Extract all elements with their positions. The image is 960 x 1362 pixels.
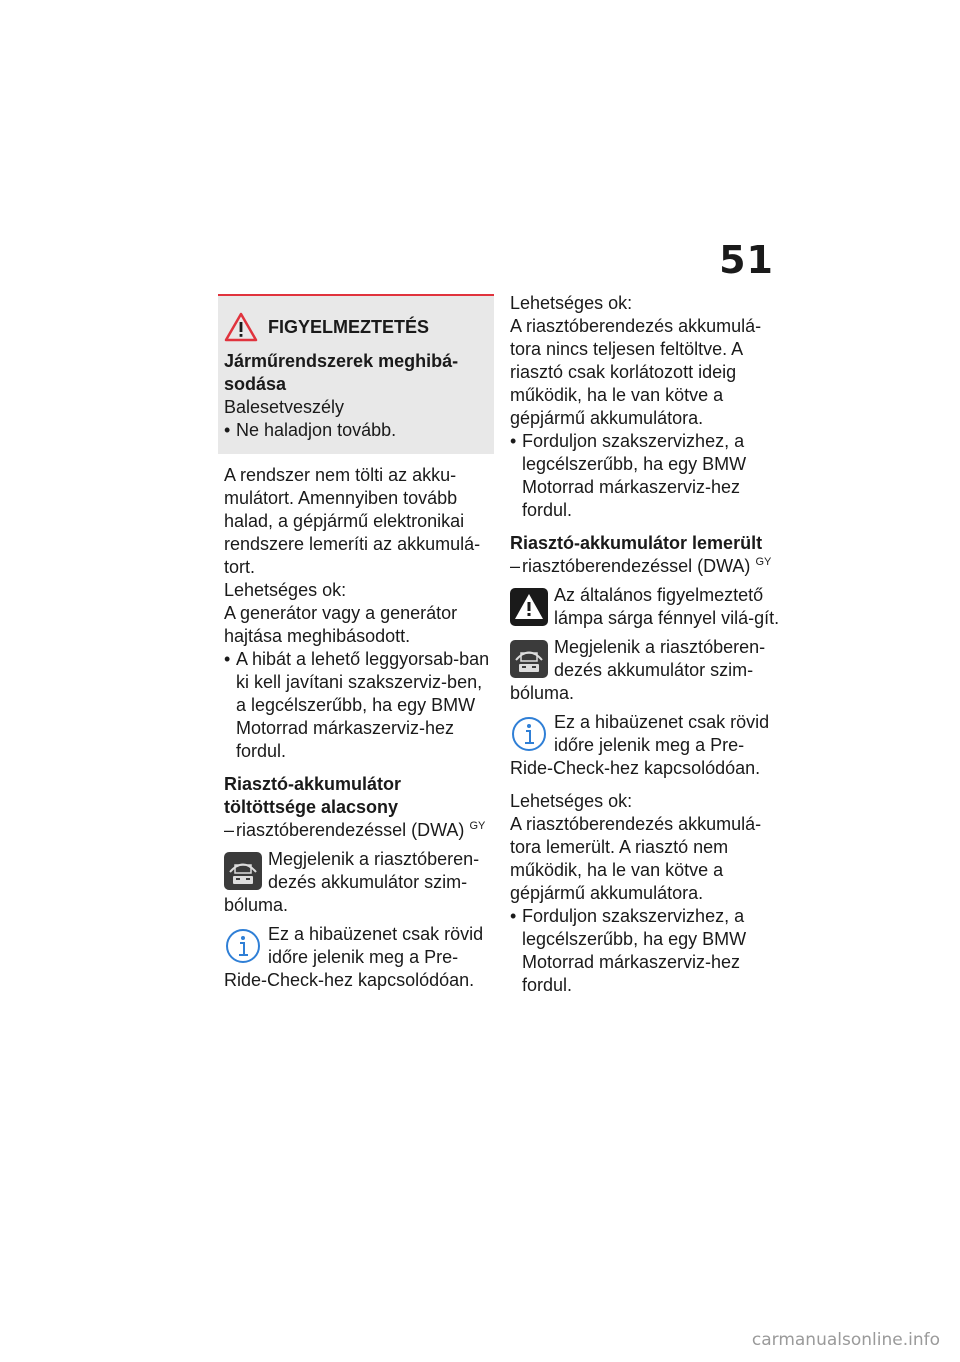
warning-risk: Balesetveszély — [224, 397, 345, 417]
cause-label: Lehetséges ok: — [510, 791, 633, 811]
warning-heading: Járműrendszerek meghibá-sodása — [224, 351, 459, 394]
cause-label: Lehetséges ok: — [224, 580, 347, 600]
symbol-text: Megjelenik a riasztóberen-dezés akkumulátor szim-bóluma. — [510, 637, 766, 703]
warn-text: Az általános figyelmeztető lámpa sárga fénnyel vilá-gít. — [554, 585, 780, 628]
info-text: Ez a hibaüzenet csak rövid időre jelenik meg a Pre-Ride-Check-hez kapcsolódóan. — [510, 712, 770, 778]
right-column — [510, 292, 780, 997]
info-paragraph — [510, 711, 780, 780]
page-number: 51 — [719, 238, 774, 282]
section-title: Riasztó-akkumulátor lemerült — [510, 533, 763, 553]
dash-sup: GY — [469, 820, 486, 832]
warning-box — [218, 294, 494, 454]
info-icon — [510, 715, 548, 753]
cause-bullet: • Forduljon szakszervizhez, a legcélszerűbb, ha egy BMW Motorrad márkaszerviz-hez fordul. — [510, 430, 780, 522]
dash-text: riasztóberendezéssel (DWA) — [236, 820, 465, 840]
symbol-paragraph — [510, 636, 780, 705]
cause-text: A riasztóberendezés akkumulá-tora nincs teljesen feltöltve. A riasztó csak korlátozott ideig működik, ha le van kötve a gépjármű akkumulátora. — [510, 316, 762, 428]
dash-sup: GY — [755, 556, 772, 568]
general-warning-icon — [510, 588, 548, 626]
cause-text: A generátor vagy a generátor hajtása meghibásodott. — [224, 603, 458, 646]
paragraph: A rendszer nem tölti az akku-mulátort. Amennyiben tovább halad, a gépjármű elektronikai rendszere lemeríti az akkumulá-tort. — [224, 465, 481, 577]
left-column — [224, 294, 494, 992]
warning-action: • Ne haladjon tovább. — [224, 419, 488, 442]
info-icon — [224, 927, 262, 965]
dash-text: riasztóberendezéssel (DWA) — [522, 556, 751, 576]
symbol-paragraph — [224, 848, 494, 917]
warning-title: FIGYELMEZTETÉS — [268, 316, 430, 337]
dash-item — [510, 555, 780, 578]
dash-item — [224, 819, 494, 842]
info-text: Ez a hibaüzenet csak rövid időre jelenik meg a Pre-Ride-Check-hez kapcsolódóan. — [224, 924, 484, 990]
battery-alarm-icon — [510, 640, 548, 678]
cause-label: Lehetséges ok: — [510, 293, 633, 313]
warning-triangle-icon — [224, 312, 258, 342]
warning-lamp-paragraph — [510, 584, 780, 630]
cause-bullet: • A hibát a lehető leggyorsab-ban ki kell javítani szakszerviz-ben, a legcélszerűbb, ha egy BMW Motorrad márkaszerviz-hez fordul. — [224, 648, 494, 763]
info-paragraph — [224, 923, 494, 992]
cause-bullet: • Forduljon szakszervizhez, a legcélszerűbb, ha egy BMW Motorrad márkaszerviz-hez fordul. — [510, 905, 780, 997]
section-title: Riasztó-akkumulátor töltöttsége alacsony — [224, 774, 402, 817]
watermark: carmanualsonline.info — [751, 1330, 940, 1350]
cause-text: A riasztóberendezés akkumulá-tora lemerült. A riasztó nem működik, ha le van kötve a gépjármű akkumulátora. — [510, 814, 762, 903]
symbol-text: Megjelenik a riasztóberen-dezés akkumulátor szim-bóluma. — [224, 849, 480, 915]
battery-alarm-icon — [224, 852, 262, 890]
